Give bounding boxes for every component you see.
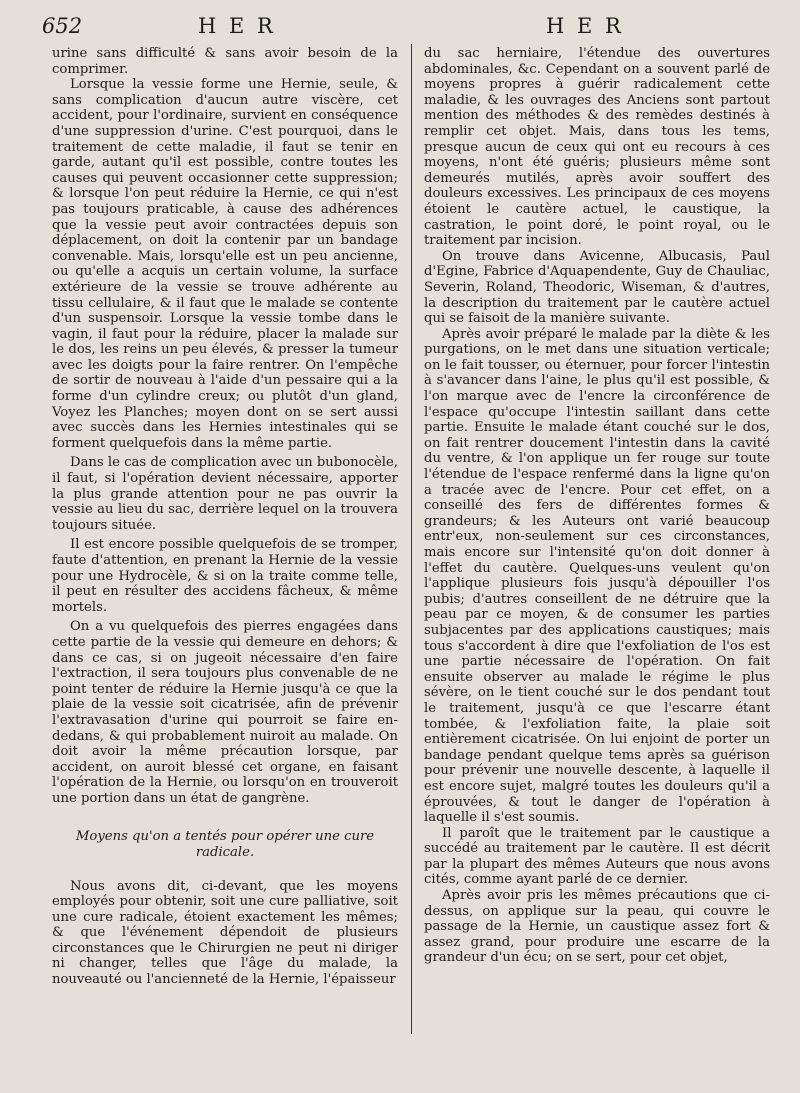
paragraph: urine sans difficulté & sans avoir besoin de la comprimer. (52, 46, 398, 77)
section-heading-line: radicale. (195, 844, 255, 860)
running-head-right: H E R (546, 14, 624, 38)
paragraph: Il est encore possible quelquefois de se tromper, faute d'attention, en prenant la Hernie de la vessie pour une Hydrocèle, & si on la traite comme telle, il peut en résulter des accidens fâcheux, & même mortels. (52, 537, 398, 615)
paragraph: Lorsque la vessie forme une Hernie, seule, & sans complication d'aucun autre viscère, cet accident, pour l'ordinaire, survient en conséquence d'une suppression d'urine. C'est pourquoi, dans le traitement de cette maladie, il faut se tenir en garde, autant qu'il est possible, contre toutes les causes qui peuvent occasionner cette suppression; & lorsque l'on peut réduire la Hernie, ce qui n'est pas toujours praticable, à cause des adhérences que la vessie peut avoir contractées depuis son déplacement, on doit la contenir par un bandage convenable. Mais, lorsqu'elle est un peu ancienne, ou qu'elle a acquis un certain volume, la surface extérieure de la vessie se trouve adhérente au tissu cellulaire, & il faut que le malade se contente d'un suspensoir. Lorsque la vessie tombe dans le vagin, il faut pour la réduire, placer la malade sur le dos, les reins un peu élevés, & presser la tumeur avec les doigts pour la faire rentrer. On l'empêche de sortir de nouveau à l'aide d'un pessaire qui a la forme d'un cylindre creux; ou plutôt d'un gland, Voyez les Planches; moyen dont on se sert aussi avec succès dans les Hernies intestinales qui se forment quelquefois dans la même partie. (52, 77, 398, 451)
paragraph: On trouve dans Avicenne, Albucasis, Paul d'Egine, Fabrice d'Aquapendente, Guy de Chauliac, Severin, Roland, Theodoric, Wiseman, & d'autres, la description du traitement par le cautère actuel qui se faisoit de la manière suivante. (424, 248, 770, 327)
paragraph: Après avoir préparé le malade par la diète & les purgations, on le met dans une situation verticale; on le fait tousser, ou éternuer, pour forcer l'intestin à s'avancer dans l'aine, le plus qu'il est possible, & l'on marque avec de l'encre la circonférence de l'espace qu'occupe l'intestin saillant dans cette partie. Ensuite le malade étant couché sur le dos, on fait rentrer doucement l'intestin dans la cavité du ventre, & l'on applique un fer rouge sur toute l'étendue de l'espace renfermé dans la ligne qu'on a tracée avec de l'encre. Pour cet effet, on a conseillé des fers de différentes formes & grandeurs; & les Auteurs ont varié beaucoup entr'eux, non-seulement sur ces circonstances, mais encore sur l'intensité qu'on doit donner à l'effet du cautère. Quelques-uns veulent qu'on l'applique plusieurs fois jusqu'à dépouiller l'os pubis; d'autres conseillent de ne détruire que la peau par ce moyen, & de consumer les parties subjacentes par des applications caustiques; mais tous s'accordent à dire que l'exfoliation de l'os est une partie nécessaire de l'opération. On fait ensuite observer au malade le régime le plus sévère, on le tient couché sur le dos pendant tout le traitement, jusqu'à ce que l'escarre étant tombée, & l'exfoliation faite, la plaie soit entièrement cicatrisée. On lui enjoint de porter un bandage pendant quelque tems après sa guérison pour prévenir une nouvelle descente, à laquelle il est encore sujet, malgré toutes les douleurs qu'il a éprouvées, & tout le danger de l'opération à laquelle il s'est soumis. (424, 326, 770, 826)
left-column (52, 46, 398, 988)
paragraph: Dans le cas de complication avec un bubonocèle, il faut, si l'opération devient nécessaire, apporter la plus grande attention pour ne pas ouvrir la vessie au lieu du sac, derrière lequel on la trouvera toujours située. (52, 455, 398, 533)
paragraph: Nous avons dit, ci-devant, que les moyens employés pour obtenir, soit une cure palliative, soit une cure radicale, étoient exactement les mêmes; & que l'événement dépendoit de plusieurs circonstances que le Chirurgien ne peut ni diriger ni changer, telles que l'âge du malade, la nouveauté ou l'ancienneté de la Hernie, l'épaisseur (52, 878, 398, 988)
page-number: 652 (42, 14, 83, 38)
paragraph: Après avoir pris les mêmes précautions que ci-dessus, on applique sur la peau, qui couvre le passage de la Hernie, un caustique assez fort & assez grand, pour produire une escarre de la grandeur d'un écu; on se sert, pour cet objet, (424, 888, 770, 966)
paragraph: Il paroît que le traitement par le caustique a succédé au traitement par le cautère. Il est décrit par la plupart des mêmes Auteurs que nous avons cités, comme ayant parlé de ce dernier. (424, 825, 770, 888)
running-head-left: H E R (198, 14, 276, 38)
paragraph: On a vu quelquefois des pierres engagées dans cette partie de la vessie qui demeure en dehors; & dans ce cas, si on jugeoit nécessaire d'en faire l'extraction, il sera toujours plus convenable de ne point tenter de réduire la Hernie jusqu'à ce que la plaie de la vessie soit cicatrisée, afin de prévenir l'extravasation d'urine qui pourroit se faire en-dedans, & qui probablement nuiroit au malade. On doit avoir la même précaution lorsque, par accident, on auroit blessé cet organe, en faisant l'opération de la Hernie, ou lorsqu'on en trouveroit une portion dans un état de gangrène. (52, 619, 398, 806)
section-heading-line: Moyens qu'on a tentés pour opérer une cure (75, 828, 375, 844)
column-divider (411, 44, 412, 1034)
section-heading (52, 829, 398, 861)
paragraph: du sac herniaire, l'étendue des ouvertures abdominales, &c. Cependant on a souvent parlé de moyens propres à guérir radicalement cette maladie, & les ouvrages des Anciens sont partout mention des méthodes & des remèdes destinés à remplir cet objet. Mais, dans tous les tems, presque aucun de ceux qui ont eu recours à ces moyens, n'ont été guéris; plusieurs même sont demeurés mutilés, après avoir souffert des douleurs excessives. Les principaux de ces moyens étoient le cautère actuel, le caustique, la castration, le point doré, le point royal, ou le traitement par incision. (424, 46, 770, 249)
right-column (424, 46, 770, 966)
